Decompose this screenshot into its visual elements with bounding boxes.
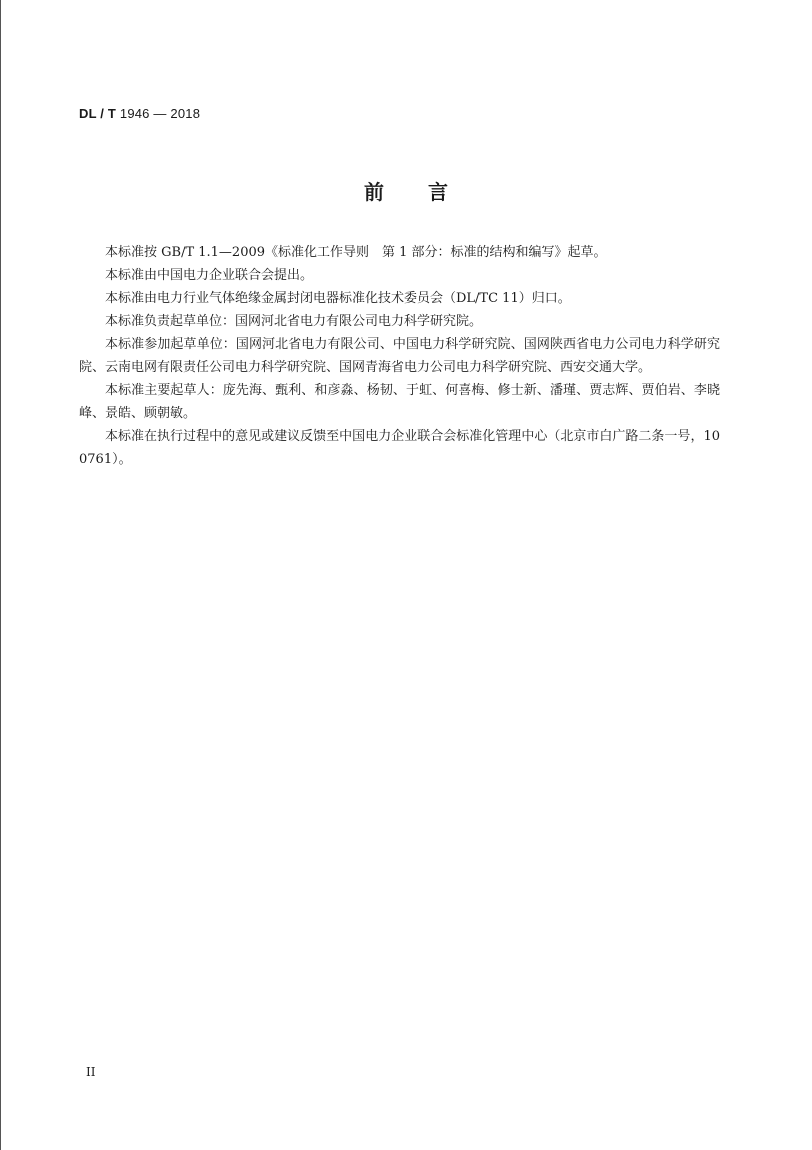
document-code-prefix: DL / T xyxy=(79,106,117,121)
page-number: II xyxy=(86,1065,96,1079)
page-title: 前言 xyxy=(364,180,492,204)
paragraph-feedback: 本标准在执行过程中的意见或建议反馈至中国电力企业联合会标准化管理中心（北京市白广路二条一号，100761）。 xyxy=(79,429,720,467)
foreword-body xyxy=(79,241,720,471)
paragraph-participating-drafters: 本标准参加起草单位：国网河北省电力有限公司、中国电力科学研究院、国网陕西省电力公司电力科学研究院、云南电网有限责任公司电力科学研究院、国网青海省电力公司电力科学研究院、西安交通大学。 xyxy=(79,337,720,375)
paragraph-lead-drafter: 本标准负责起草单位：国网河北省电力有限公司电力科学研究院。 xyxy=(105,314,483,329)
page-left-border xyxy=(0,0,1,1150)
document-code xyxy=(79,106,200,121)
paragraph-technical-committee: 本标准由电力行业气体绝缘金属封闭电器标准化技术委员会（DL/TC 11）归口。 xyxy=(105,291,571,306)
document-code-number: 1946 — 2018 xyxy=(119,106,201,121)
paragraph-drafting-rules: 本标准按 GB/T 1.1—2009《标准化工作导则 第 1 部分：标准的结构和编写》起草。 xyxy=(105,245,607,260)
paragraph-proposer: 本标准由中国电力企业联合会提出。 xyxy=(105,268,314,283)
paragraph-main-drafters: 本标准主要起草人：庞先海、甄利、和彦淼、杨韧、于虹、何喜梅、修士新、潘瑾、贾志辉、贾伯岩、李晓峰、景皓、顾朝敏。 xyxy=(79,383,720,421)
